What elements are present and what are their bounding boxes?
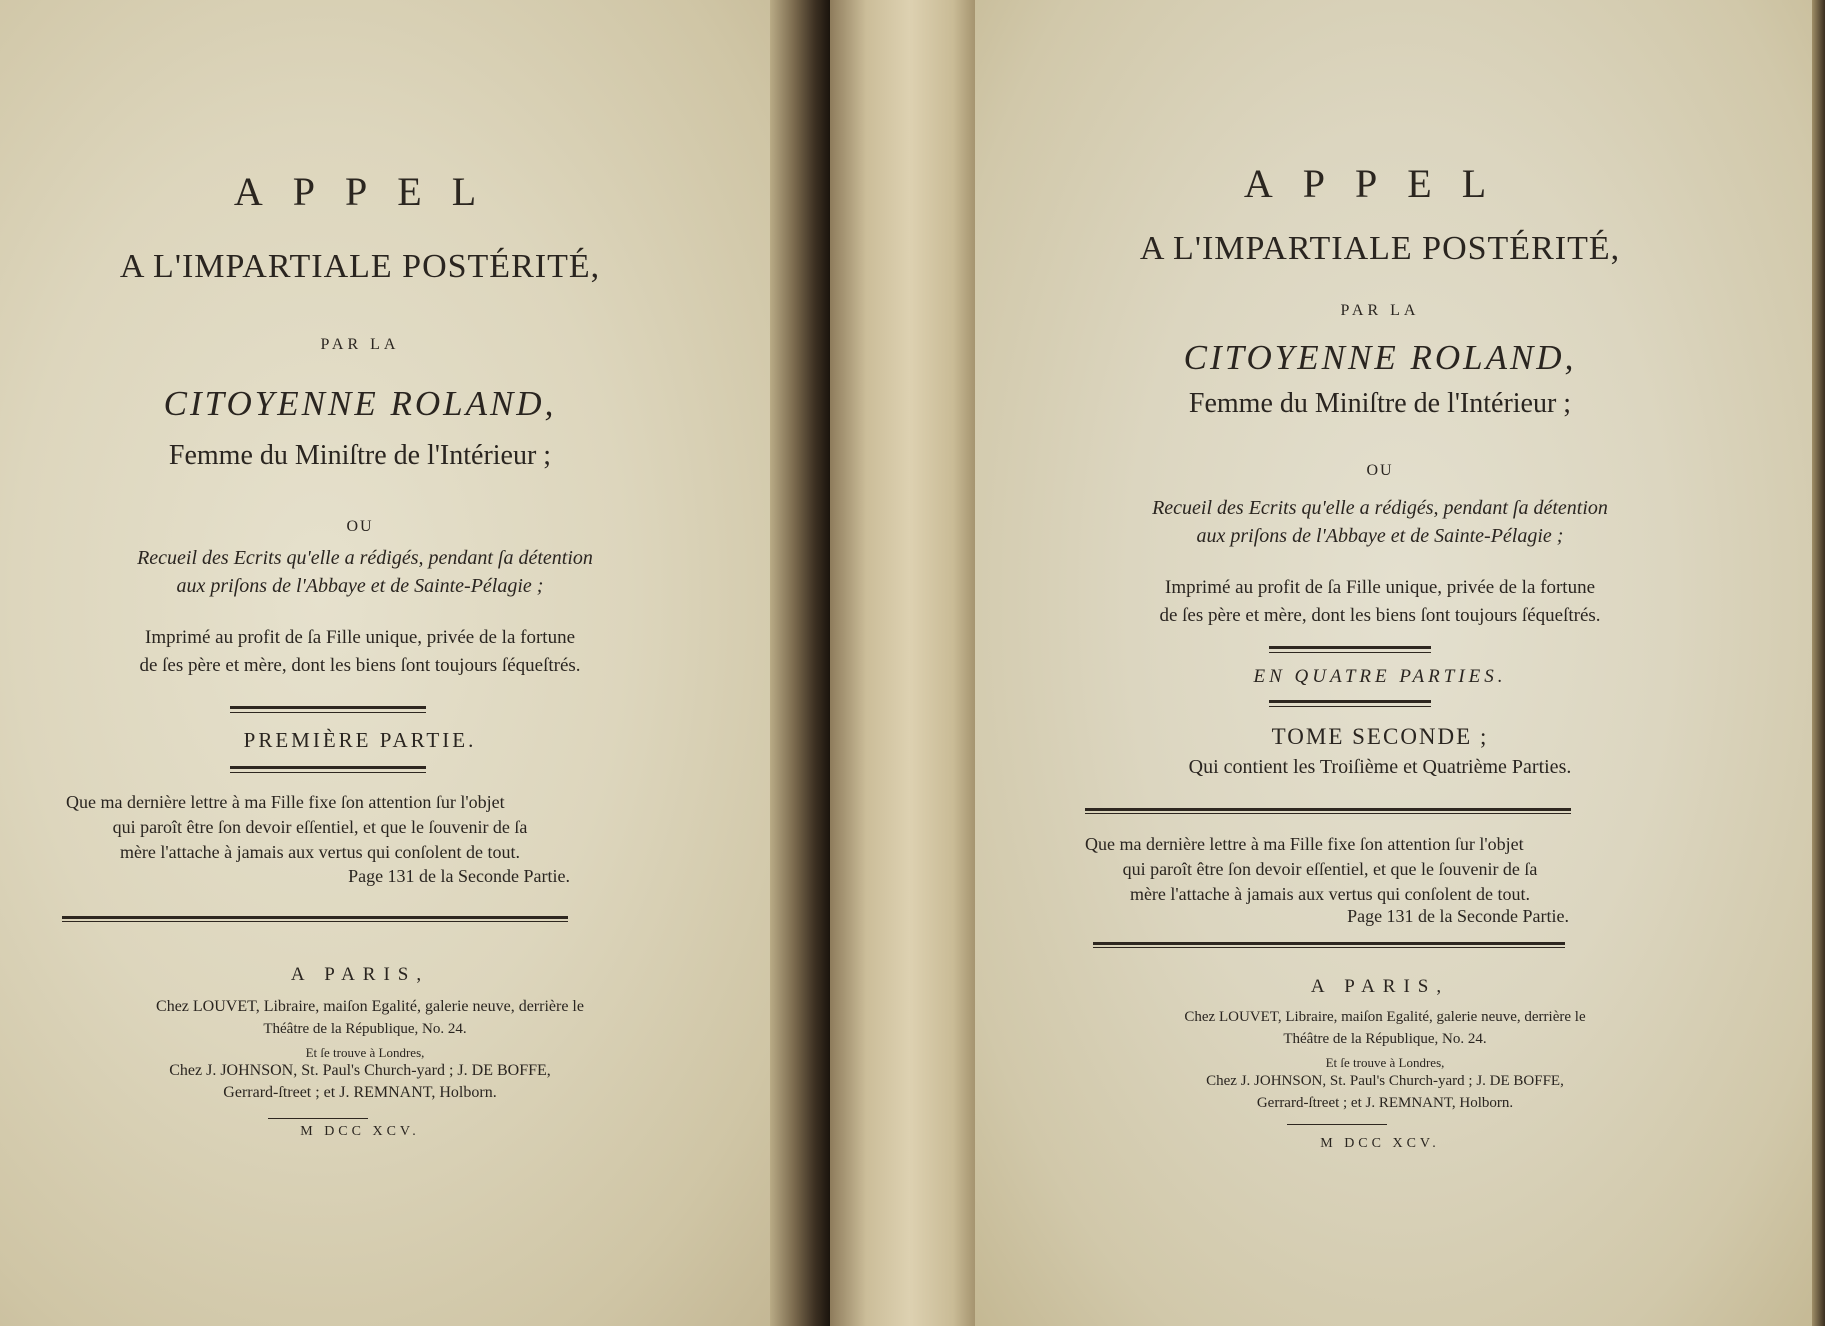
- volume-title: TOME SECONDE ;: [1271, 724, 1489, 749]
- par-la: PAR LA: [320, 336, 400, 353]
- publication-date: M DCC XCV.: [300, 1124, 420, 1139]
- publisher-line-1: Chez LOUVET, Libraire, maiſon Egalité, galerie neuve, derrière le: [1184, 1009, 1586, 1025]
- title-impartiale: A L'IMPARTIALE POSTÉRITÉ,: [1139, 230, 1621, 267]
- recueil-line-2: aux priſons de l'Abbaye et de Sainte-Pélagie ;: [1196, 525, 1564, 547]
- epigraph-line-3: mère l'attache à jamais aux vertus qui conſolent de tout.: [1129, 884, 1531, 904]
- epigraph-line-3: mère l'attache à jamais aux vertus qui conſolent de tout.: [119, 842, 521, 862]
- divider-rule: [1093, 942, 1565, 948]
- parts-count: EN QUATRE PARTIES.: [1253, 666, 1507, 687]
- title-appel: APPEL: [1243, 161, 1517, 206]
- ornament-rule: [1269, 646, 1431, 653]
- publisher-line-2: Théâtre de la République, No. 24.: [263, 1021, 467, 1037]
- volume-contents: Qui contient les Troiſième et Quatrième Parties.: [1188, 756, 1572, 778]
- london-line: Et ſe trouve à Londres,: [305, 1045, 425, 1060]
- short-rule: [268, 1118, 368, 1119]
- imprime-line-1: Imprimé au profit de ſa Fille unique, privée de la fortune: [1165, 577, 1595, 598]
- page-fold: [830, 0, 975, 1326]
- ornament-rule: [230, 766, 426, 773]
- imprime-line-2: de ſes père et mère, dont les biens ſont toujours ſéqueſtrés.: [1159, 605, 1601, 626]
- author-subtitle: Femme du Miniſtre de l'Intérieur ;: [168, 440, 552, 471]
- epigraph-line-2: qui paroît être ſon devoir eſſentiel, et que le ſouvenir de ſa: [1122, 859, 1538, 879]
- left-page: [0, 0, 800, 1326]
- imprime-line-1: Imprimé au profit de ſa Fille unique, privée de la fortune: [145, 627, 575, 648]
- book-gutter: [770, 0, 830, 1326]
- publisher-line-2: Théâtre de la République, No. 24.: [1283, 1031, 1487, 1047]
- divider-rule: [1085, 808, 1571, 814]
- recueil-line-2: aux priſons de l'Abbaye et de Sainte-Pélagie ;: [176, 575, 544, 597]
- imprint-city: A PARIS,: [290, 964, 430, 985]
- page-edge: [1812, 0, 1825, 1326]
- imprime-line-2: de ſes père et mère, dont les biens ſont toujours ſéqueſtrés.: [139, 655, 581, 676]
- ou-separator: OU: [1366, 462, 1394, 479]
- ou-separator: OU: [346, 518, 374, 535]
- short-rule: [1287, 1124, 1387, 1125]
- imprint-city: A PARIS,: [1310, 976, 1450, 997]
- divider-rule: [62, 916, 568, 922]
- london-publisher-1: Chez J. JOHNSON, St. Paul's Church-yard ; J. DE BOFFE,: [1206, 1073, 1564, 1089]
- volume-part: PREMIÈRE PARTIE.: [243, 728, 477, 752]
- london-line: Et ſe trouve à Londres,: [1325, 1055, 1445, 1070]
- title-impartiale: A L'IMPARTIALE POSTÉRITÉ,: [119, 248, 601, 285]
- london-publisher-2: Gerrard-ſtreet ; et J. REMNANT, Holborn.: [223, 1084, 497, 1101]
- epigraph-line-1: Que ma dernière lettre à ma Fille fixe ſon attention ſur l'objet: [1085, 834, 1524, 854]
- epigraph-reference: Page 131 de la Seconde Partie.: [348, 866, 570, 886]
- london-publisher-1: Chez J. JOHNSON, St. Paul's Church-yard ; J. DE BOFFE,: [169, 1062, 551, 1079]
- title-appel: APPEL: [233, 169, 507, 214]
- epigraph-line-1: Que ma dernière lettre à ma Fille fixe ſon attention ſur l'objet: [66, 792, 505, 812]
- london-publisher-2: Gerrard-ſtreet ; et J. REMNANT, Holborn.: [1256, 1095, 1514, 1111]
- recueil-line-1: Recueil des Ecrits qu'elle a rédigés, pendant ſa détention: [1152, 497, 1608, 519]
- recueil-line-1: Recueil des Ecrits qu'elle a rédigés, pendant ſa détention: [137, 547, 593, 569]
- publisher-line-1: Chez LOUVET, Libraire, maiſon Egalité, galerie neuve, derrière le: [156, 998, 584, 1015]
- author-name: CITOYENNE ROLAND,: [1183, 338, 1577, 377]
- publication-date: M DCC XCV.: [1320, 1136, 1440, 1151]
- ornament-rule: [230, 706, 426, 713]
- ornament-rule: [1269, 700, 1431, 707]
- author-name: CITOYENNE ROLAND,: [163, 384, 557, 423]
- epigraph-line-2: qui paroît être ſon devoir eſſentiel, et que le ſouvenir de ſa: [112, 817, 528, 837]
- author-subtitle: Femme du Miniſtre de l'Intérieur ;: [1188, 388, 1572, 419]
- epigraph-reference: Page 131 de la Seconde Partie.: [1347, 906, 1569, 926]
- right-page: [975, 0, 1825, 1326]
- par-la: PAR LA: [1340, 302, 1420, 319]
